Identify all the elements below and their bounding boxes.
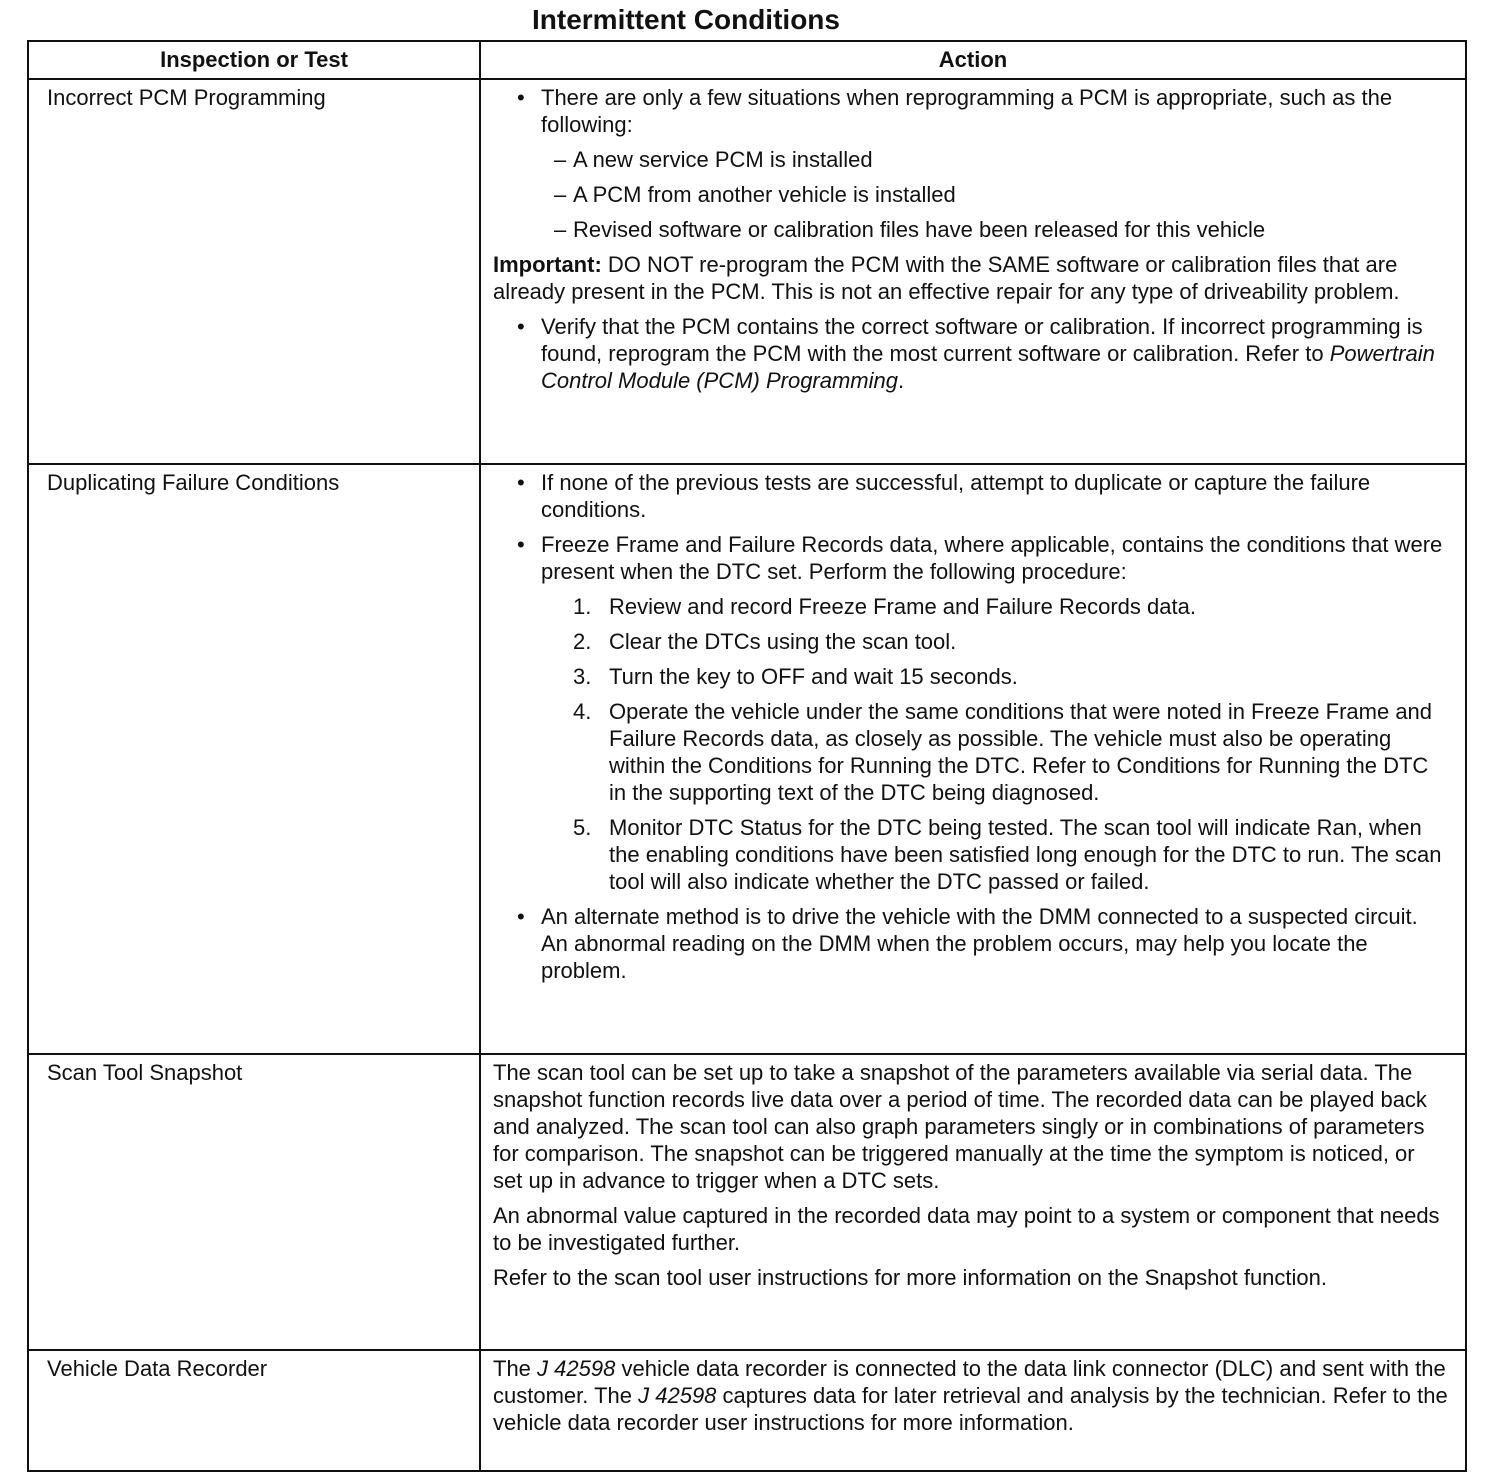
test-name: Scan Tool Snapshot <box>47 1060 243 1085</box>
important-note <box>493 251 1449 305</box>
action-cell <box>480 1350 1466 1471</box>
paragraph <box>493 1355 1449 1436</box>
action-cell <box>480 79 1466 464</box>
step-text: Turn the key to OFF and wait 15 seconds. <box>609 664 1018 689</box>
test-cell <box>28 464 480 1054</box>
step-item <box>493 663 1449 690</box>
text-part: The <box>493 1356 531 1381</box>
test-name: Duplicating Failure Conditions <box>47 470 340 495</box>
paragraph: Refer to the scan tool user instructions for more information on the Snapshot function. <box>493 1265 1328 1290</box>
action-cell <box>480 464 1466 1054</box>
table-row <box>28 1054 1466 1350</box>
header-action: Action <box>480 41 1466 79</box>
dash-item: – Revised software or calibration files have been released for this vehicle <box>493 216 1449 243</box>
paragraph: The scan tool can be set up to take a snapshot of the parameters available via serial data. The snapshot function records live data over a period of time. The recorded data can be played back and analyzed. The scan tool can also graph parameters singly or in combinations of parameters for comparison. The snapshot can be triggered manually at the time the symptom is noticed, or set up in advance to trigger when a DTC sets. <box>493 1060 1427 1193</box>
header-row <box>28 41 1466 79</box>
test-name: Vehicle Data Recorder <box>47 1356 268 1381</box>
step-item <box>493 814 1449 895</box>
step-text: Review and record Freeze Frame and Failure Records data. <box>609 594 1196 619</box>
test-name: Incorrect PCM Programming <box>47 85 326 110</box>
verify-text: Verify that the PCM contains the correct software or calibration. If incorrect programming is found, reprogram the PCM with the most current software or calibration. Refer to <box>541 314 1423 366</box>
bullet-item: • There are only a few situations when reprogramming a PCM is appropriate, such as the following: <box>493 84 1449 138</box>
tool-number: J 42598 <box>537 1356 616 1381</box>
bullet-item: • An alternate method is to drive the vehicle with the DMM connected to a suspected circuit. An abnormal reading on the DMM when the problem occurs, may help you locate the problem. <box>493 903 1449 984</box>
action-cell <box>480 1054 1466 1350</box>
table-row <box>28 1350 1466 1471</box>
header-inspection-or-test: Inspection or Test <box>28 41 480 79</box>
step-item <box>493 628 1449 655</box>
verify-end: . <box>898 368 905 393</box>
step-text: Clear the DTCs using the scan tool. <box>609 629 957 654</box>
step-number: 5. <box>573 815 592 840</box>
step-number: 1. <box>573 594 592 619</box>
bullet-item: • Freeze Frame and Failure Records data, where applicable, contains the conditions that were present when the DTC set. Perform the following procedure: <box>493 531 1449 585</box>
dash-item: – A PCM from another vehicle is installed <box>493 181 1449 208</box>
text-part: captures data for later retrieval and analysis by the technician. Refer to the vehicle data recorder user instructions for more information. <box>493 1383 1448 1435</box>
paragraph: An abnormal value captured in the recorded data may point to a system or component that needs to be investigated further. <box>493 1203 1440 1255</box>
test-cell <box>28 1350 480 1471</box>
step-text: Operate the vehicle under the same conditions that were noted in Freeze Frame and Failure Records data, as closely as possible. The vehicle must also be operating within the Conditions for Running the DTC. Refer to Conditions for Running the DTC in the supporting text of the DTC being diagnosed. <box>609 699 1433 805</box>
bullet-item: • If none of the previous tests are successful, attempt to duplicate or capture the failure conditions. <box>493 469 1449 523</box>
test-cell <box>28 79 480 464</box>
step-number: 3. <box>573 664 592 689</box>
step-number: 2. <box>573 629 592 654</box>
test-cell <box>28 1054 480 1350</box>
page-title: Intermittent Conditions <box>532 4 840 35</box>
step-number: 4. <box>573 699 592 724</box>
table-row <box>28 464 1466 1054</box>
intermittent-conditions-table <box>27 40 1467 1472</box>
step-text: Monitor DTC Status for the DTC being tested. The scan tool will indicate Ran, when the enabling conditions have been satisfied long enough for the DTC to run. The scan tool will also indicate whether the DTC passed or failed. <box>609 815 1442 894</box>
text-part: vehicle data recorder is connected to the data link connector (DLC) and sent with the customer. The <box>493 1356 1446 1408</box>
table-row <box>28 79 1466 464</box>
tool-number: J 42598 <box>638 1383 717 1408</box>
bullet-item <box>493 313 1449 394</box>
dash-item: – A new service PCM is installed <box>493 146 1449 173</box>
step-item <box>493 698 1449 806</box>
reference-link: Powertrain Control Module (PCM) Programming <box>541 341 1435 393</box>
step-item <box>493 593 1449 620</box>
important-label: Important: <box>493 252 602 277</box>
important-text: DO NOT re-program the PCM with the SAME software or calibration files that are already present in the PCM. This is not an effective repair for any type of driveability problem. <box>493 252 1400 304</box>
